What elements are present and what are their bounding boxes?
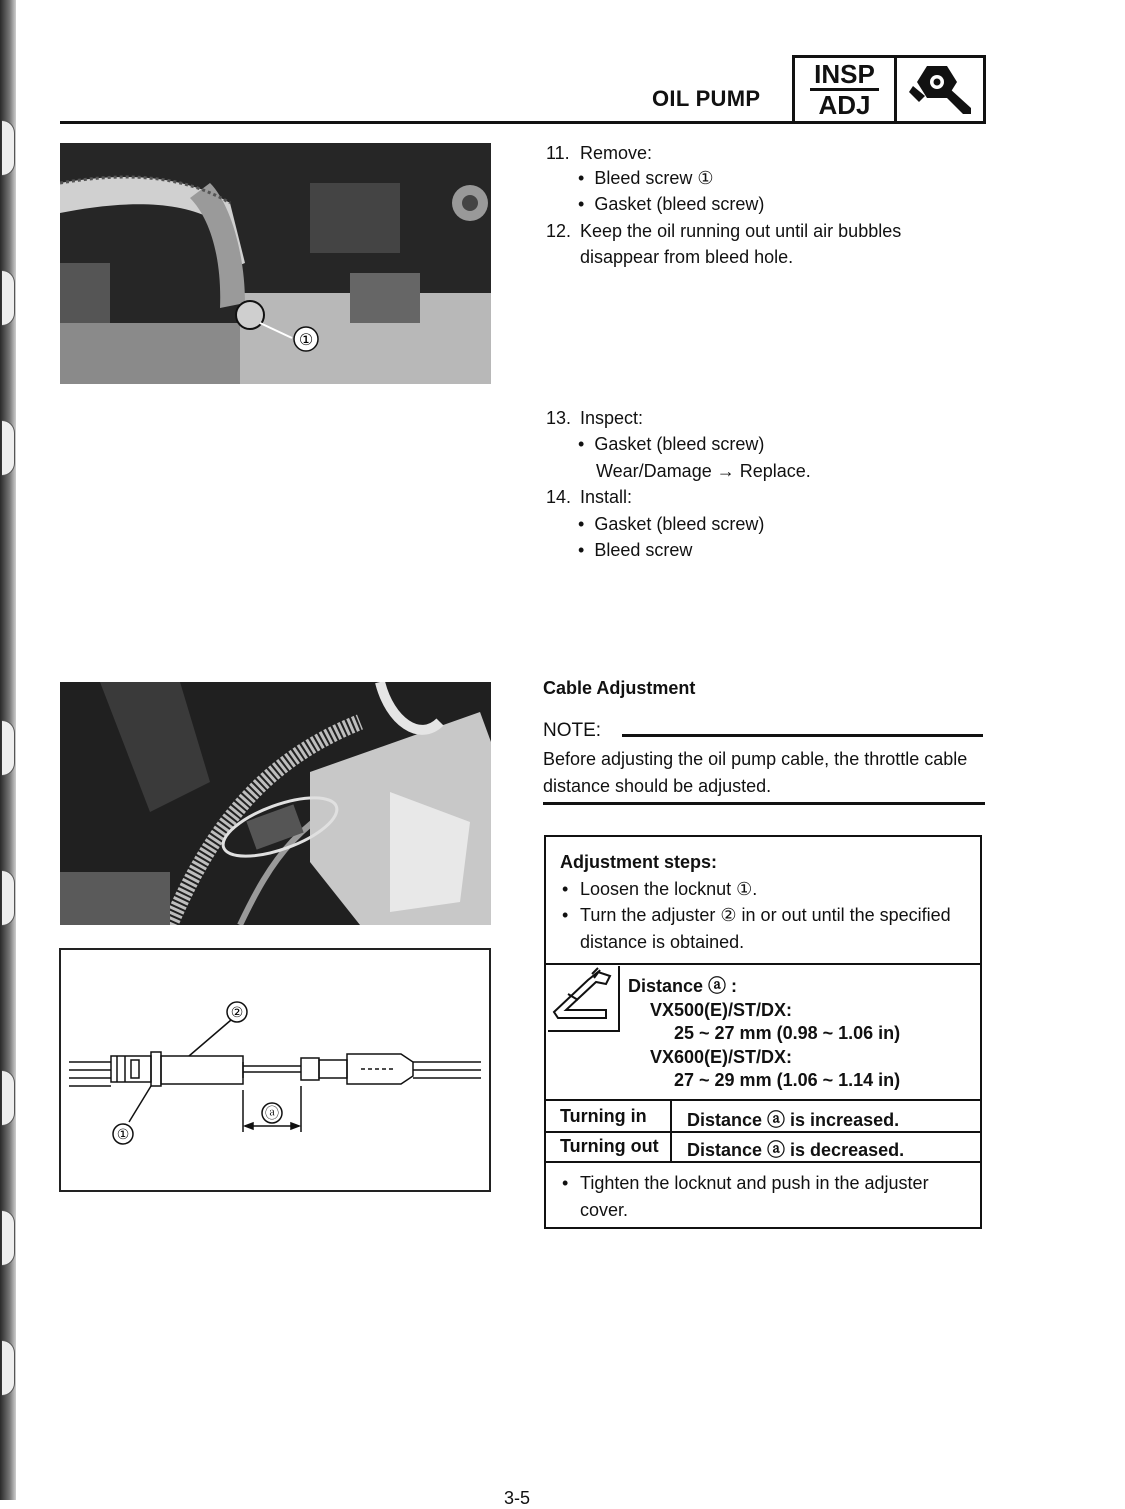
divider: [546, 1099, 980, 1101]
cable-adjuster-diagram: [59, 948, 491, 1192]
adjustment-steps: [560, 849, 975, 955]
binder-hole: [2, 720, 15, 776]
note-rule: [622, 734, 983, 737]
page-number: 3-5: [504, 1488, 531, 1508]
divider: [546, 963, 980, 965]
divider: [546, 1161, 980, 1163]
step-12: [546, 221, 986, 242]
step-13: [546, 408, 643, 429]
binder-hole: [2, 1210, 15, 1266]
step-text: Inspect:: [580, 408, 644, 428]
model-value: 27 ~ 29 mm (1.06 ~ 1.14 in): [674, 1070, 901, 1090]
turning-in-label: Turning in: [560, 1106, 647, 1126]
turning-out-value: Distance ⓐ is decreased.: [687, 1140, 905, 1160]
turning-in-value: Distance ⓐ is increased.: [687, 1110, 900, 1130]
adjuster-callout: ②: [230, 1005, 244, 1021]
note-bottom-rule: [543, 802, 985, 805]
note-label: NOTE:: [543, 720, 602, 741]
divider: [546, 1131, 980, 1133]
model-label: VX600(E)/ST/DX:: [650, 1046, 793, 1067]
adjustment-step: • Turn the adjuster ② in or out until the specified distance is obtained.: [560, 902, 975, 955]
binder-hole: [2, 870, 15, 926]
turning-out-label: Turning out: [560, 1136, 659, 1156]
badge-text: [795, 58, 897, 121]
distance-spec: [628, 975, 900, 1093]
adjustment-steps-box: [544, 835, 982, 1229]
distance-callout: ⓐ: [265, 1106, 279, 1122]
wrench-nut-icon: [897, 58, 983, 121]
remove-item: • Gasket (bleed screw): [578, 194, 764, 215]
model-label: VX500(E)/ST/DX:: [650, 999, 793, 1020]
locknut-callout: ①: [116, 1127, 130, 1143]
install-item: • Gasket (bleed screw): [578, 514, 764, 535]
adjustment-title: Adjustment steps:: [560, 852, 718, 872]
step-number: 12.: [546, 221, 572, 241]
bleed-screw-photo: [60, 143, 491, 384]
binder-hole: [2, 1340, 15, 1396]
step-12-continuation: disappear from bleed hole.: [580, 247, 794, 267]
binder-edge: [0, 0, 16, 1500]
step-number: 14.: [546, 487, 572, 507]
binder-hole: [2, 420, 15, 476]
badge-line2: ADJ: [818, 90, 871, 120]
step-text: Install:: [580, 487, 633, 507]
oil-pump-cable-photo: [60, 682, 491, 925]
step-number: 13.: [546, 408, 572, 428]
section-badge: [792, 55, 986, 124]
step-text: Remove:: [580, 143, 653, 163]
binder-hole: [2, 120, 15, 176]
step-text: Keep the oil running out until air bubbles: [580, 221, 902, 241]
badge-line1: INSP: [810, 60, 879, 91]
section-title: OIL PUMP: [652, 86, 761, 111]
caliper-icon: [548, 966, 620, 1032]
install-item: • Bleed screw: [578, 540, 692, 561]
remove-item: • Bleed screw ①: [578, 168, 714, 189]
inspect-item: • Gasket (bleed screw): [578, 434, 764, 455]
model-value: 25 ~ 27 mm (0.98 ~ 1.06 in): [674, 1023, 901, 1043]
cable-adjustment-heading: Cable Adjustment: [543, 678, 696, 698]
inspect-action: Wear/Damage → Replace.: [596, 461, 811, 481]
note-text: Before adjusting the oil pump cable, the throttle cable distance should be adjusted.: [543, 749, 968, 796]
step-number: 11.: [546, 143, 570, 163]
step-14: [546, 487, 632, 508]
final-step: • Tighten the locknut and push in the adjuster cover.: [560, 1170, 975, 1224]
binder-hole: [2, 270, 15, 326]
adjustment-step: • Loosen the locknut ①.: [560, 876, 975, 903]
distance-label: Distance ⓐ :: [628, 976, 738, 996]
photo-callout-1: ①: [298, 330, 314, 349]
header-rule: [60, 121, 796, 124]
binder-hole: [2, 1070, 15, 1126]
step-11: [546, 143, 652, 164]
